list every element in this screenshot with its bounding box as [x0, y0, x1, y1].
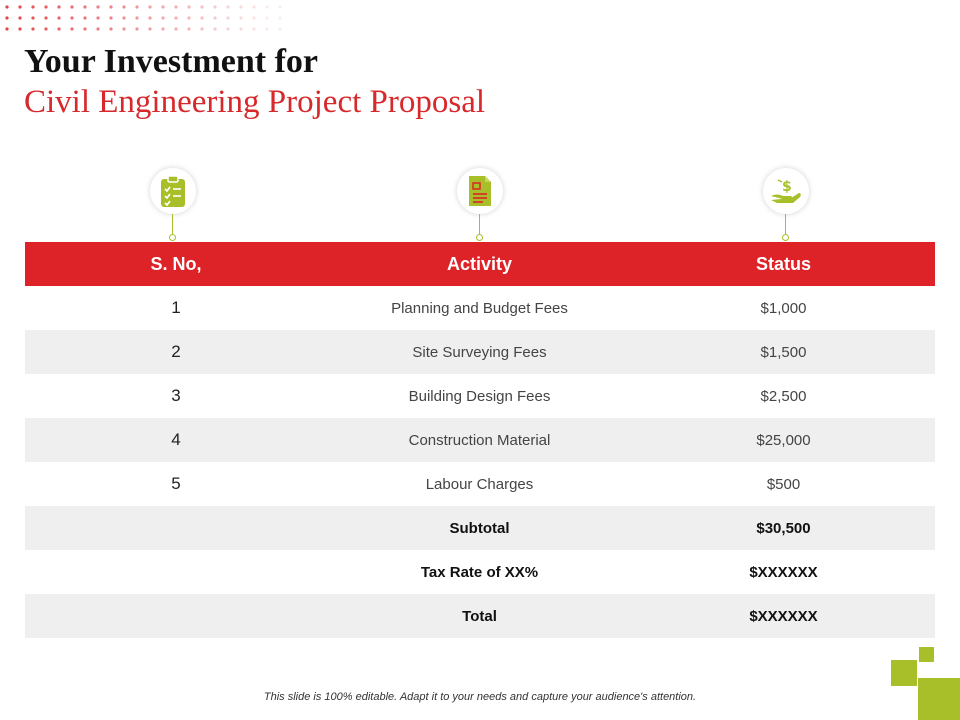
- decoration-dot: [44, 5, 47, 8]
- decoration-dot: [44, 27, 47, 30]
- decoration-dot: [83, 27, 86, 30]
- icon-connector-dot: [169, 234, 176, 241]
- total-label: Total: [462, 607, 497, 625]
- decoration-dot: [239, 27, 242, 30]
- row-activity: Building Design Fees: [408, 387, 551, 405]
- green-square-decoration: [891, 660, 917, 686]
- decoration-dot: [57, 5, 60, 8]
- decoration-dot: [213, 5, 216, 8]
- decoration-dot: [213, 27, 216, 30]
- decoration-dot: [161, 27, 164, 30]
- decoration-dot: [57, 27, 60, 30]
- hand-dollar-icon: [769, 176, 803, 206]
- row-activity: Planning and Budget Fees: [391, 299, 568, 317]
- decoration-dot: [265, 5, 268, 8]
- table-header: [25, 242, 935, 286]
- decoration-dot: [213, 16, 216, 19]
- decoration-dot: [187, 27, 190, 30]
- decoration-dot: [5, 16, 8, 19]
- icon-connector-line: [479, 214, 480, 236]
- icon-connector-line: [172, 214, 173, 236]
- decoration-dot: [57, 16, 60, 19]
- decoration-dot: [278, 5, 281, 8]
- decoration-dot: [226, 5, 229, 8]
- decoration-dot: [18, 16, 21, 19]
- decoration-dot: [44, 16, 47, 19]
- decoration-dot: [70, 5, 73, 8]
- decoration-dot: [122, 27, 125, 30]
- decoration-dot: [31, 27, 34, 30]
- subtotal-label: Subtotal: [449, 519, 510, 537]
- footer-note: This slide is 100% editable. Adapt it to your needs and capture your audience's attention.: [263, 691, 697, 703]
- decoration-dot: [148, 5, 151, 8]
- decoration-dot: [252, 5, 255, 8]
- table-row: [25, 374, 935, 418]
- clipboard-check-icon: [158, 174, 188, 208]
- decoration-dot: [148, 16, 151, 19]
- decoration-dot: [278, 16, 281, 19]
- row-activity: Site Surveying Fees: [412, 343, 547, 361]
- decoration-dot: [252, 27, 255, 30]
- decoration-dot: [96, 16, 99, 19]
- decoration-dot: [31, 16, 34, 19]
- decoration-dot: [174, 16, 177, 19]
- decoration-dot: [109, 5, 112, 8]
- decoration-dot: [83, 5, 86, 8]
- icon-connector-line: [785, 214, 786, 236]
- green-square-decoration: [918, 678, 960, 720]
- tax-value: $XXXXXX: [749, 563, 818, 581]
- row-number: 2: [171, 342, 181, 361]
- decoration-dot: [252, 16, 255, 19]
- tax-row: [25, 550, 935, 594]
- decoration-dot: [122, 5, 125, 8]
- table-row: [25, 286, 935, 330]
- table-row: [25, 330, 935, 374]
- total-row: [25, 594, 935, 638]
- decoration-dot: [174, 5, 177, 8]
- row-number: 1: [171, 298, 181, 317]
- table-row: [25, 418, 935, 462]
- decoration-dot: [265, 27, 268, 30]
- document-icon: [466, 174, 494, 208]
- decoration-dot: [200, 16, 203, 19]
- subtotal-row: [25, 506, 935, 550]
- decoration-dot: [18, 5, 21, 8]
- row-status: $1,000: [760, 299, 807, 317]
- decoration-dot: [226, 27, 229, 30]
- svg-text:$: $: [782, 179, 792, 195]
- decoration-dot: [135, 16, 138, 19]
- subtotal-value: $30,500: [756, 519, 811, 537]
- decoration-dot: [18, 27, 21, 30]
- row-status: $25,000: [756, 431, 811, 449]
- decoration-dot: [239, 5, 242, 8]
- decoration-dot: [148, 27, 151, 30]
- decoration-dot: [200, 5, 203, 8]
- row-activity: Construction Material: [408, 431, 551, 449]
- hand-dollar-icon-marker: [763, 168, 809, 242]
- icon-connector-dot: [782, 234, 789, 241]
- decoration-dot: [70, 27, 73, 30]
- title-line-2: Civil Engineering Project Proposal: [24, 84, 486, 120]
- row-number: 4: [171, 430, 181, 449]
- page-title: [24, 42, 485, 122]
- clipboard-icon-marker: [150, 168, 196, 242]
- row-status: $1,500: [760, 343, 807, 361]
- decoration-dot: [31, 5, 34, 8]
- row-number: 3: [171, 386, 181, 405]
- green-square-decoration: [919, 647, 934, 662]
- header-s-no: S. No,: [150, 253, 202, 274]
- document-icon-marker: [457, 168, 503, 242]
- decoration-dot: [187, 16, 190, 19]
- decoration-dot: [226, 16, 229, 19]
- dot-pattern-decoration: [4, 4, 304, 36]
- decoration-dot: [122, 16, 125, 19]
- tax-label: Tax Rate of XX%: [420, 563, 539, 581]
- decoration-dot: [278, 27, 281, 30]
- row-status: $2,500: [760, 387, 807, 405]
- decoration-dot: [5, 5, 8, 8]
- decoration-dot: [135, 5, 138, 8]
- decoration-dot: [5, 27, 8, 30]
- icon-connector-dot: [476, 234, 483, 241]
- decoration-dot: [96, 5, 99, 8]
- row-activity: Labour Charges: [425, 475, 534, 493]
- decoration-dot: [109, 27, 112, 30]
- decoration-dot: [174, 27, 177, 30]
- decoration-dot: [265, 16, 268, 19]
- decoration-dot: [187, 5, 190, 8]
- investment-table: [25, 242, 935, 638]
- decoration-dot: [161, 5, 164, 8]
- decoration-dot: [135, 27, 138, 30]
- header-activity: Activity: [446, 253, 513, 274]
- decoration-dot: [161, 16, 164, 19]
- title-line-1: Your Investment for: [24, 43, 319, 80]
- decoration-dot: [200, 27, 203, 30]
- decoration-dot: [109, 16, 112, 19]
- decoration-dot: [96, 27, 99, 30]
- row-number: 5: [171, 474, 181, 493]
- table-row: [25, 462, 935, 506]
- decoration-dot: [70, 16, 73, 19]
- header-status: Status: [755, 253, 811, 274]
- decoration-dot: [239, 16, 242, 19]
- total-value: $XXXXXX: [749, 607, 818, 625]
- decoration-dot: [83, 16, 86, 19]
- row-status: $500: [766, 475, 801, 493]
